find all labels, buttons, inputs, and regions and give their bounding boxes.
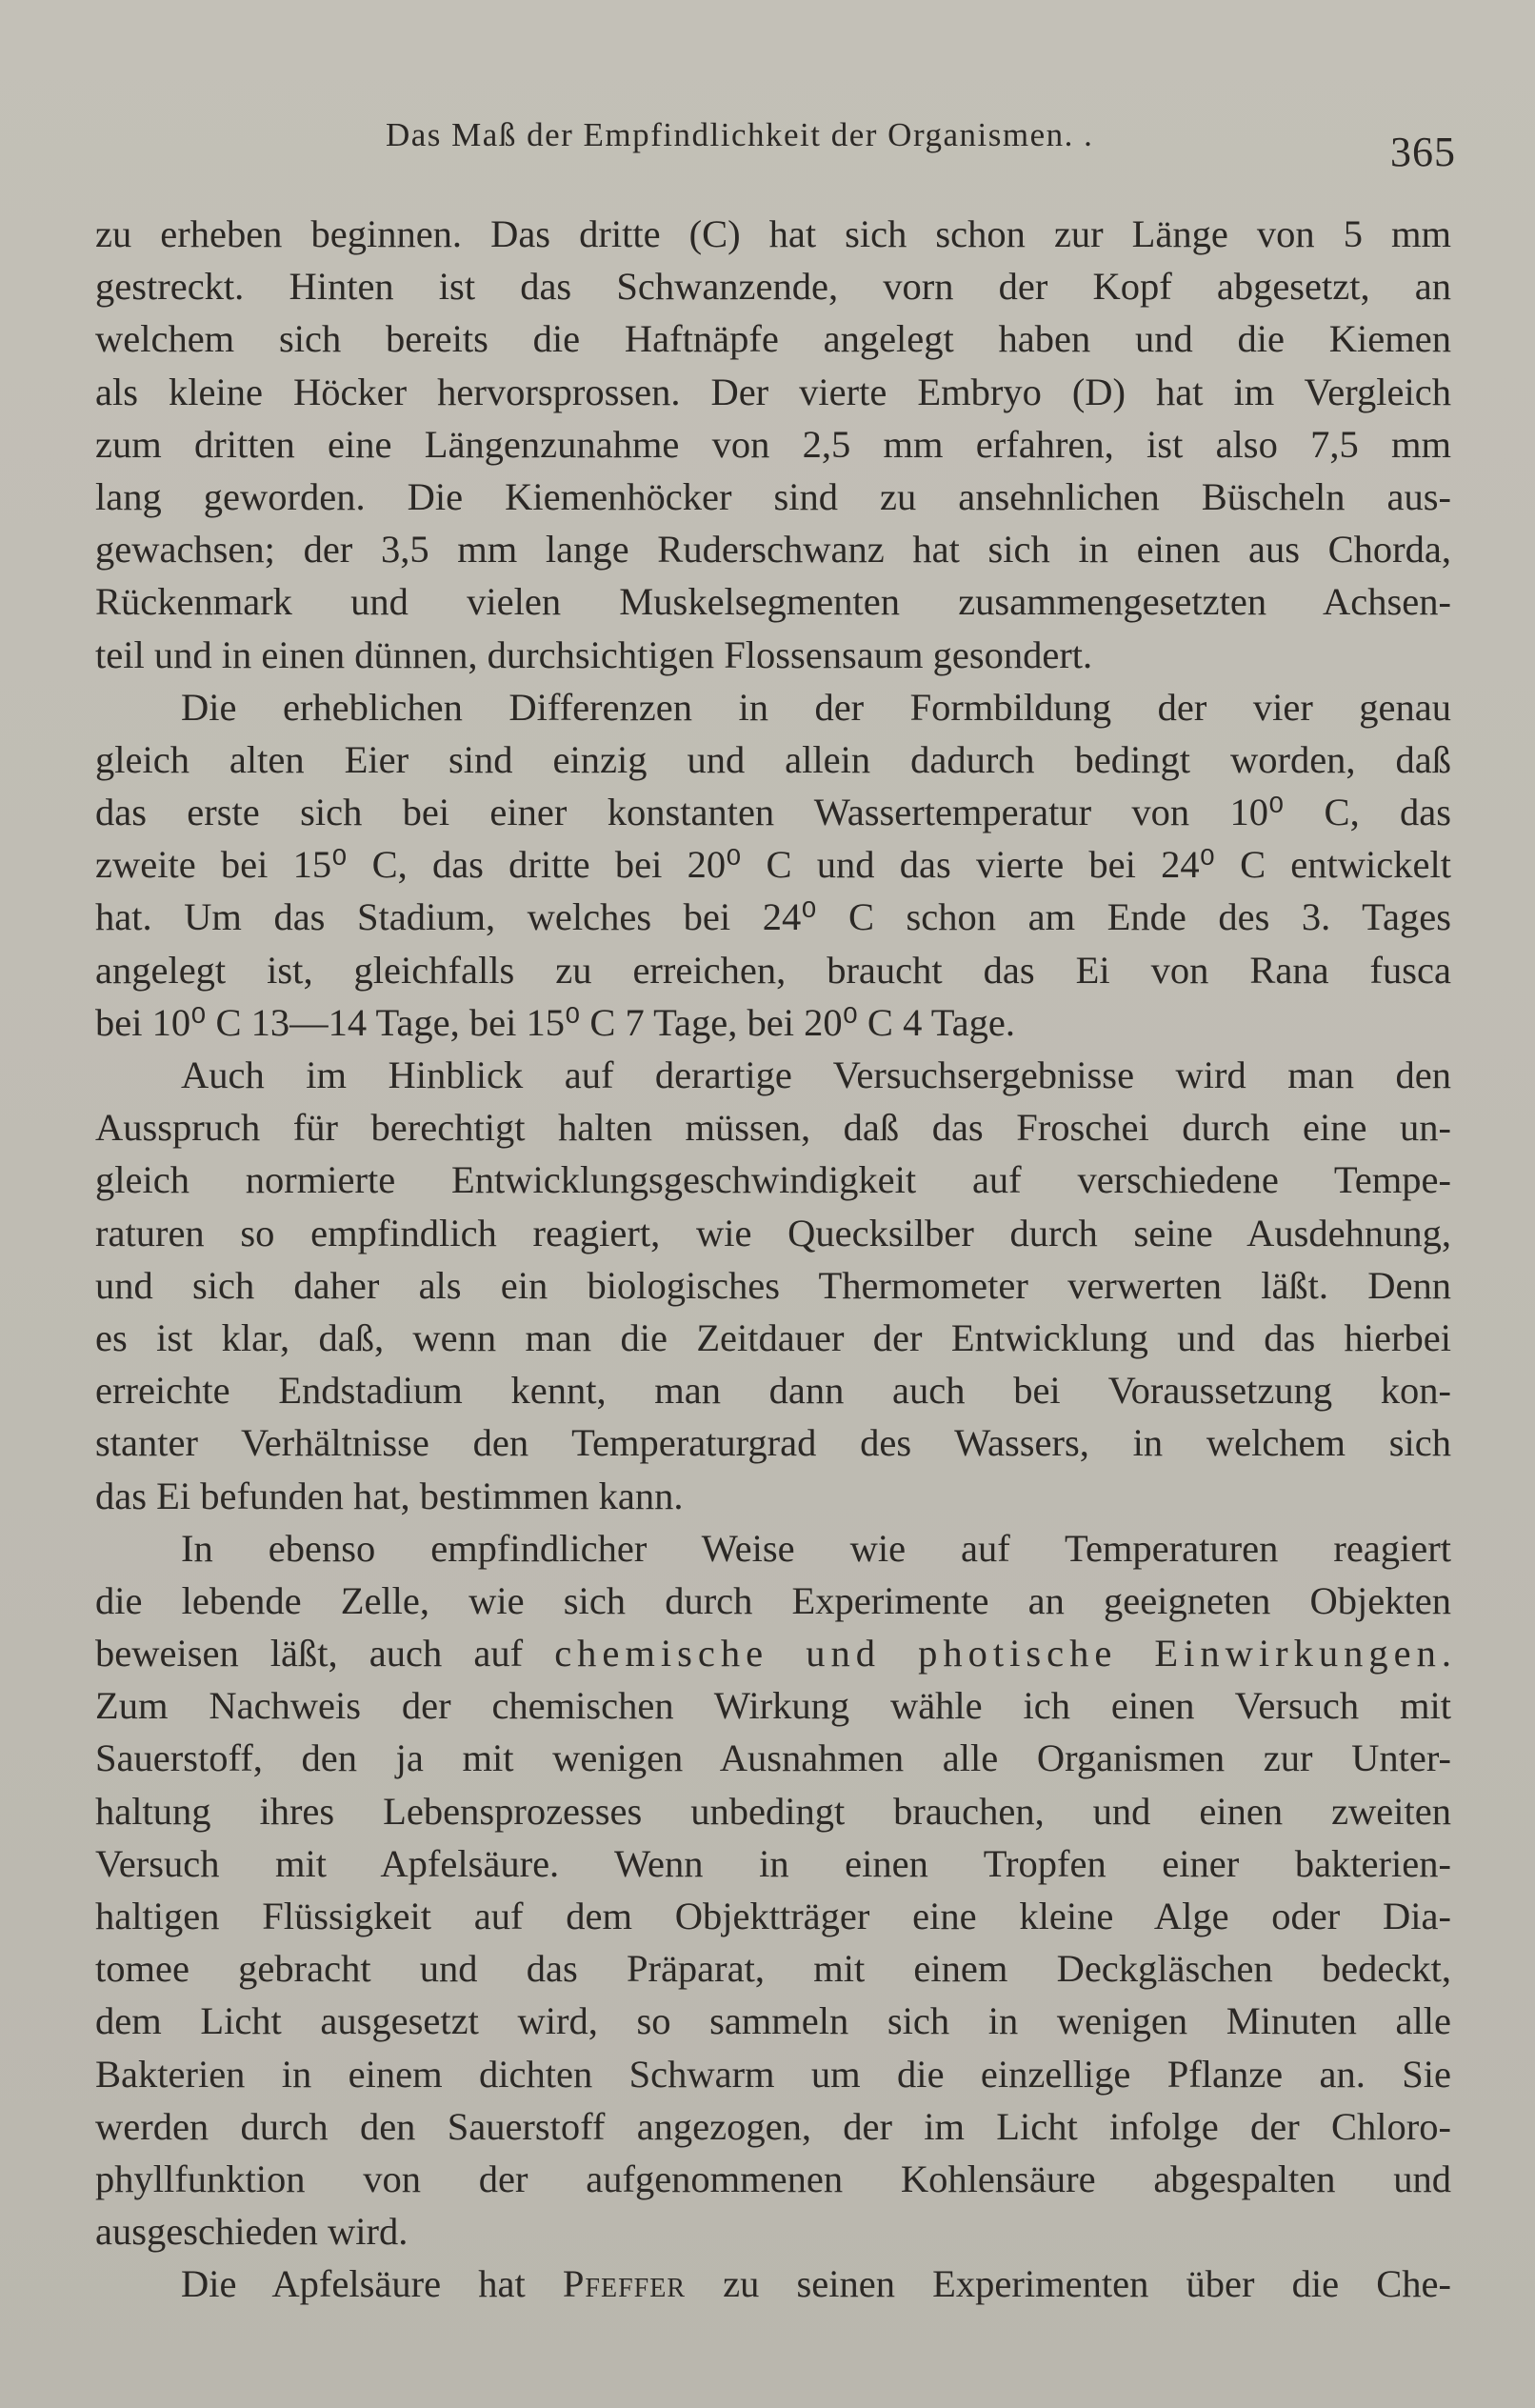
emphasized-phrase: chemische und photische Einwirkungen [554,1632,1442,1676]
text-line: gewachsen; der 3,5 mm lange Ruderschwanz hat sich in einen aus Chorda, [95,528,1451,572]
text-line: Sauerstoff, den ja mit wenigen Ausnahmen alle Organismen zur Unter- [95,1736,1451,1780]
page-number: 365 [1390,129,1456,175]
text-line: teil und in einen dünnen, durchsichtigen Flossensaum gesondert. [95,632,1093,676]
text-line: hat. Um das Stadium, welches bei 24⁰ C schon am Ende des 3. Tages [95,895,1451,939]
text-line: tomee gebracht und das Präparat, mit einem Deckgläschen bedeckt, [95,1947,1451,1991]
text-line: haltigen Flüssigkeit auf dem Objektträger eine kleine Alge oder Dia- [95,1895,1451,1937]
text-line: und sich daher als ein biologisches Thermometer verwerten läßt. Denn [95,1263,1451,1307]
text-line: Zum Nachweis der chemischen Wirkung wähle ich einen Versuch mit [95,1684,1451,1728]
text-line: beweisen läßt, auch auf chemische und photische Einwirkungen. [95,1632,1451,1676]
text-line: ausgeschieden wird. [95,2210,409,2254]
body-text [95,208,1451,2311]
text-line: gleich alten Eier sind einzig und allein dadurch bedingt worden, daß [95,737,1451,781]
text-line: stanter Verhältnisse den Temperaturgrad des Wassers, in welchem sich [95,1421,1451,1465]
text-line: das Ei befunden hat, bestimmen kann. [95,1474,684,1517]
text-line: lang geworden. Die Kiemenhöcker sind zu ansehnlichen Büscheln aus- [95,474,1451,518]
text-line: Die erheblichen Differenzen in der Formbildung der vier genau [181,685,1451,729]
text-line: Die Apfelsäure hat Pfeffer zu seinen Experimenten über die Che- [181,2262,1451,2306]
author-name: Pfeffer [562,2262,686,2306]
text-line: Rückenmark und vielen Muskelsegmenten zusammengesetzten Achsen- [95,580,1451,624]
text-line: In ebenso empfindlicher Weise wie auf Temperaturen reagiert [181,1526,1451,1570]
text-line: bei 10⁰ C 13—14 Tage, bei 15⁰ C 7 Tage, bei 20⁰ C 4 Tage. [95,1000,1015,1044]
text-line: gestreckt. Hinten ist das Schwanzende, vorn der Kopf abgesetzt, an [95,265,1451,309]
text-line: angelegt ist, gleichfalls zu erreichen, braucht das Ei von Rana fusca [95,948,1451,992]
text-line: Versuch mit Apfelsäure. Wenn in einen Tropfen einer bakterien- [95,1841,1451,1885]
text-line: Auch im Hinblick auf derartige Versuchsergebnisse wird man den [181,1054,1451,1096]
text-line: das erste sich bei einer konstanten Wassertemperatur von 10⁰ C, das [95,791,1451,834]
text-line: phyllfunktion von der aufgenommenen Kohlensäure abgespalten und [95,2157,1451,2200]
text-line: als kleine Höcker hervorsprossen. Der vierte Embryo (D) hat im Vergleich [95,370,1451,413]
page-header [0,110,1535,177]
text-line: Bakterien in einem dichten Schwarm um die einzellige Pflanze an. Sie [95,2052,1451,2096]
text-line: die lebende Zelle, wie sich durch Experimente an geeigneten Objekten [95,1578,1451,1622]
text-line: haltung ihres Lebensprozesses unbedingt brauchen, und einen zweiten [95,1789,1451,1833]
text-line: welchem sich bereits die Haftnäpfe angelegt haben und die Kiemen [95,317,1451,361]
text-line: gleich normierte Entwicklungsgeschwindigkeit auf verschiedene Tempe- [95,1158,1451,1202]
running-title: Das Maß der Empfindlichkeit der Organismen. . [386,116,1094,153]
text-line: werden durch den Sauerstoff angezogen, der im Licht infolge der Chloro- [95,2104,1451,2148]
text-line: zu erheben beginnen. Das dritte (C) hat sich schon zur Länge von 5 mm [95,212,1451,255]
text-line: raturen so empfindlich reagiert, wie Quecksilber durch seine Ausdehnung, [95,1211,1451,1254]
text-line: dem Licht ausgesetzt wird, so sammeln sich in wenigen Minuten alle [95,1999,1451,2043]
text-line: zweite bei 15⁰ C, das dritte bei 20⁰ C und das vierte bei 24⁰ C entwickelt [95,843,1451,887]
text-line: Ausspruch für berechtigt halten müssen, daß das Froschei durch eine un- [95,1106,1451,1150]
text-line: es ist klar, daß, wenn man die Zeitdauer der Entwicklung und das hierbei [95,1315,1451,1359]
text-line: zum dritten eine Längenzunahme von 2,5 mm erfahren, ist also 7,5 mm [95,422,1451,466]
text-line: erreichte Endstadium kennt, man dann auch bei Voraussetzung kon- [95,1369,1451,1413]
